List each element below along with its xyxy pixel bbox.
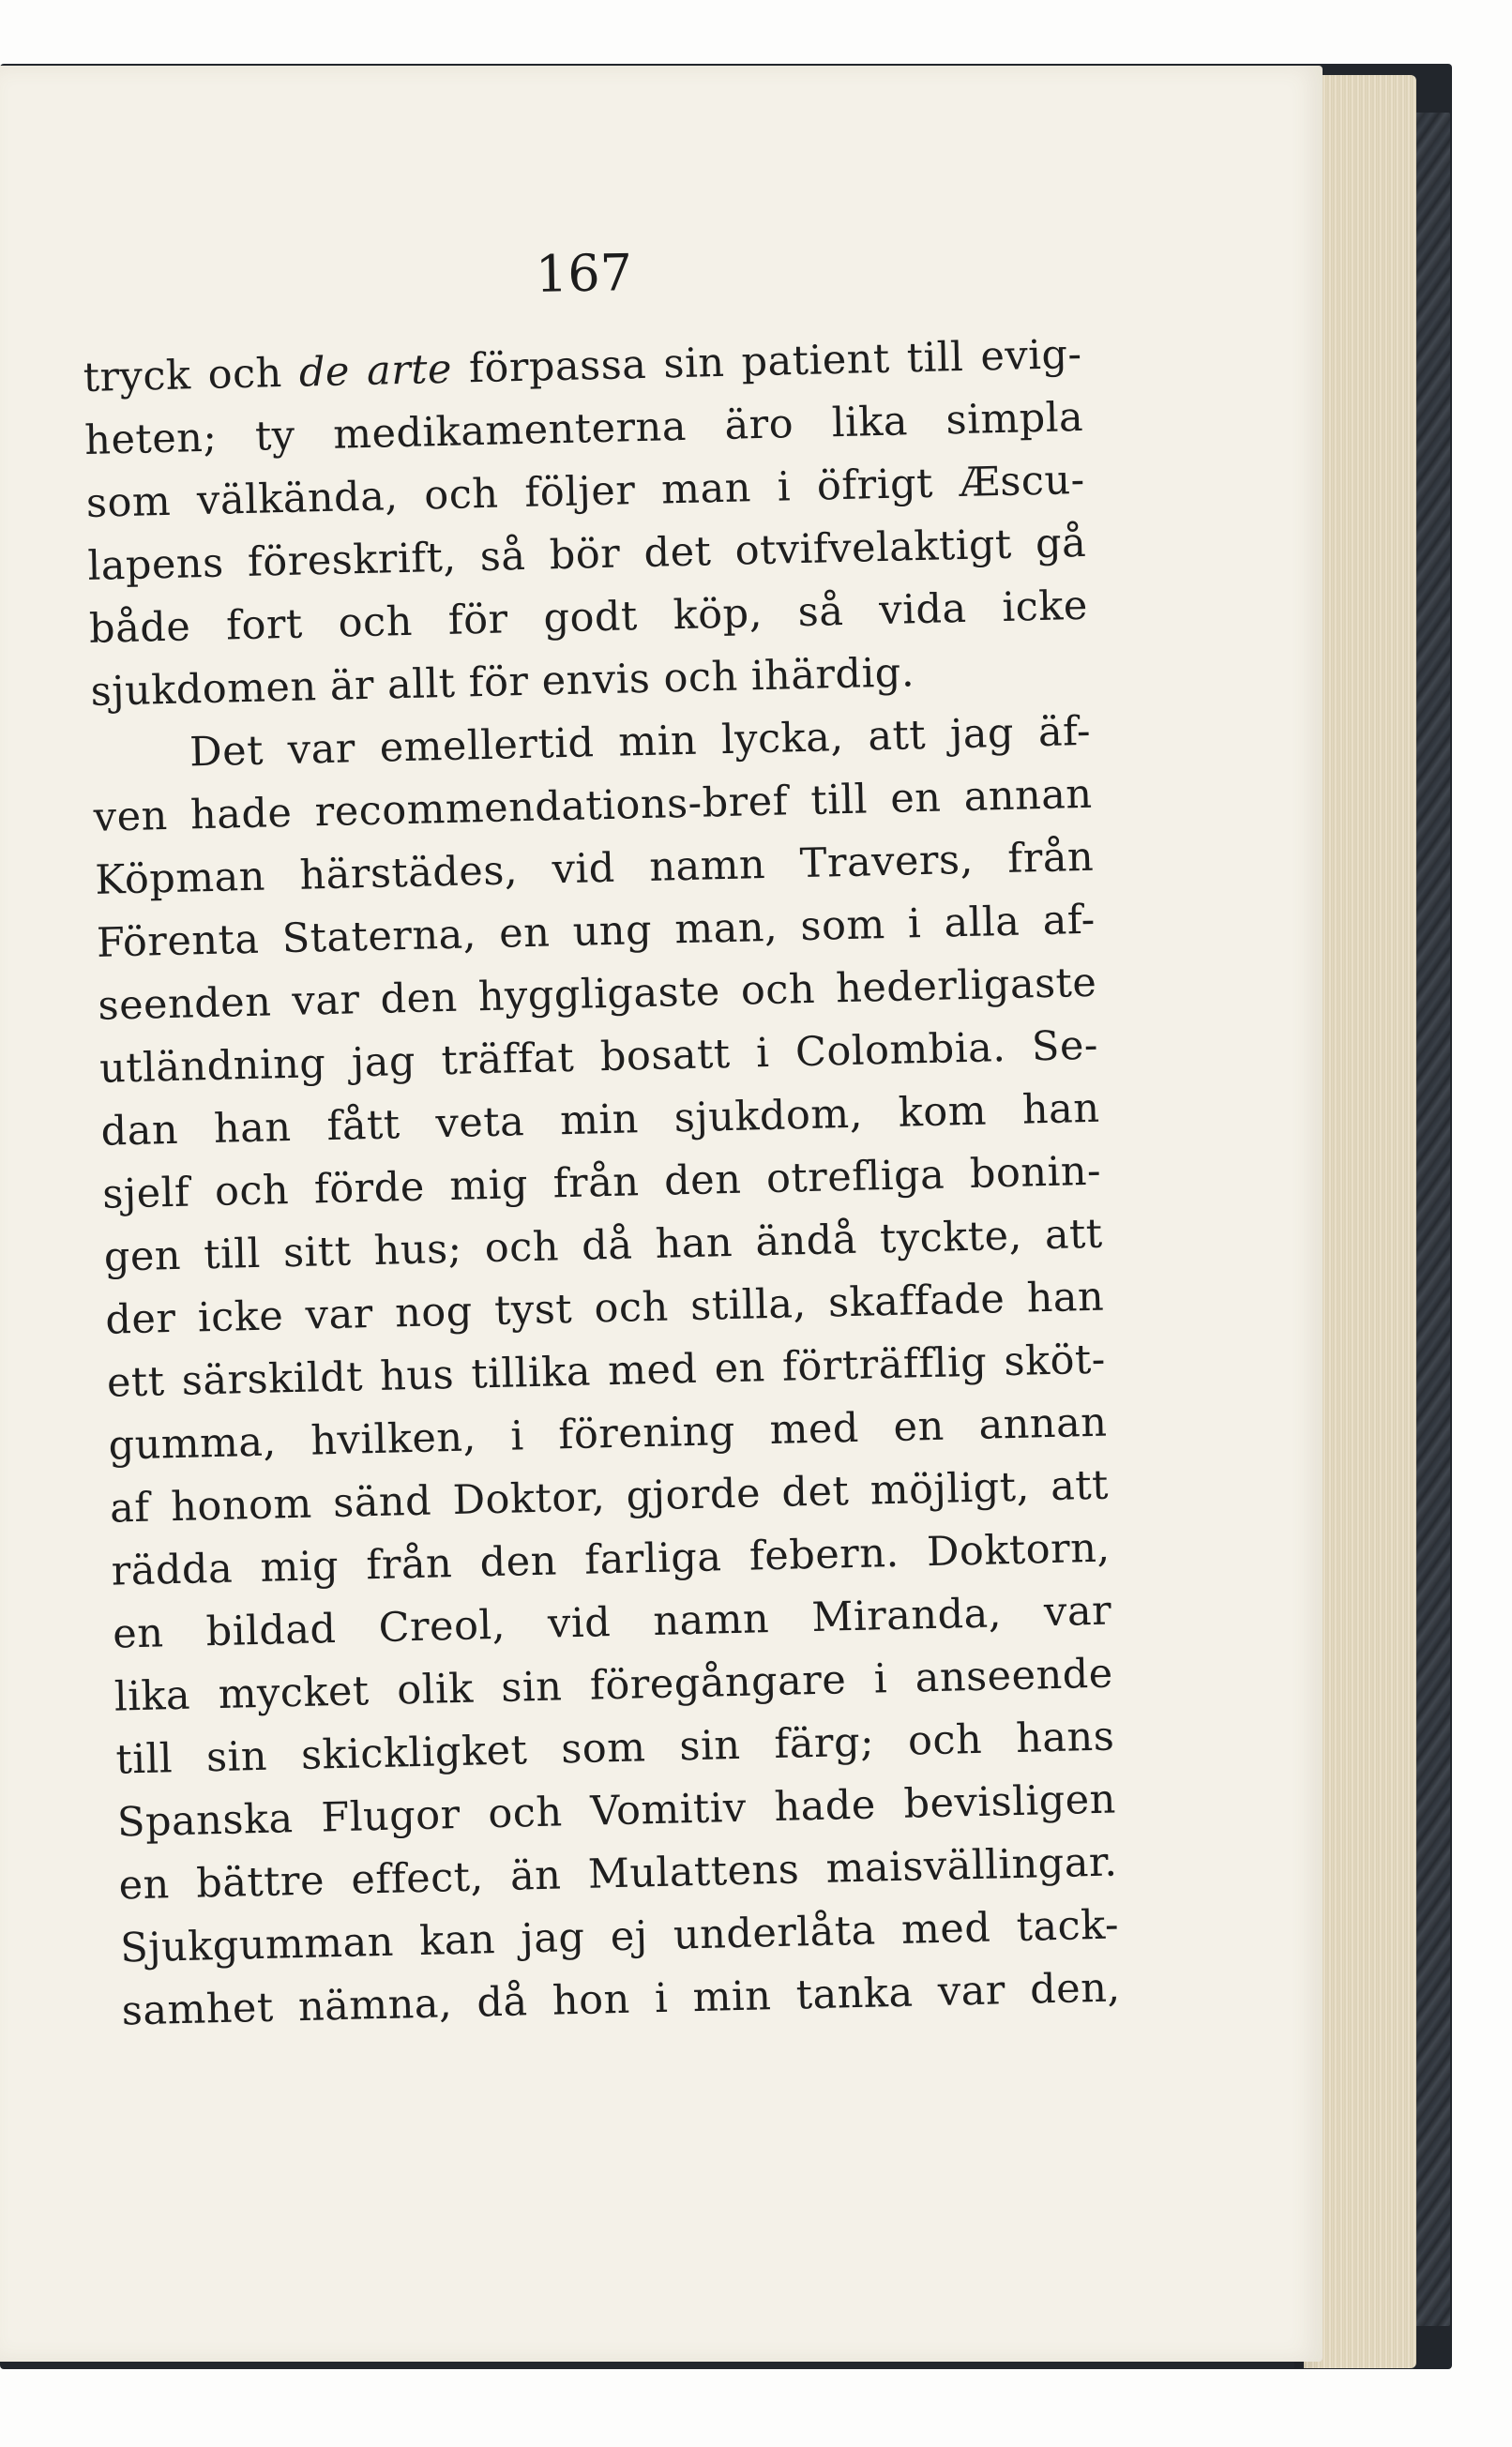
text-line-15: gen till sitt hus; och då han ändå tyckte, att [103,1210,1104,1281]
book-page [0,66,1323,2362]
text-line-26: Sjukgumman kan jag ej underlåta med tack- [119,1901,1120,1972]
text-line-14: sjelf och förde mig från den otrefliga bonin- [101,1147,1102,1218]
text-line-6: sjukdomen är allt för envis och ihärdig. [90,649,915,716]
text-line-18: gumma, hvilken, i förening med en annan [108,1398,1108,1470]
text-line-24: Spanska Flugor och Vomitiv hade bevisligen [116,1775,1117,1847]
text-line-20: rädda mig från den farliga febern. Doktorn, [111,1524,1111,1595]
text-line-16: der icke var nog tyst och stilla, skaffade han [104,1273,1105,1344]
text-line-23: till sin skickligket som sin färg; och hans [114,1713,1115,1784]
text-line-2: heten; ty medikamenterna äro lika simpla [83,393,1084,464]
body-text [83,324,1121,2044]
italic-phrase: de arte [298,345,453,397]
text-line-27: samhet nämna, då hon i min tanka var den, [121,1964,1122,2035]
text-line-17: ett särskildt hus tillika med en förträfflig sköt- [106,1336,1107,1407]
text-line-4: lapens föreskrift, så bör det otvifvelaktigt gå [86,519,1087,590]
text-line-9: Köpman härstädes, vid namn Travers, från [94,833,1095,904]
text-line-10: Förenta Staterna, en ung man, som i alla af- [96,896,1096,967]
text-line-13: dan han fått veta min sjukdom, kom han [100,1084,1101,1156]
text-line-5: både fort och för godt köp, så vida icke [88,582,1089,653]
text-line-11: seenden var den hyggligaste och hederligaste [97,959,1097,1030]
page-number: 167 [535,243,633,304]
text-line-25: en bättre effect, än Mulattens maisvällingar. [118,1838,1118,1910]
text-line-22: lika mycket olik sin föregångare i anseende [113,1650,1114,1721]
text-line-21: en bildad Creol, vid namn Miranda, var [112,1587,1112,1658]
text-line-3: som välkända, och följer man i öfrigt Æscu- [85,456,1086,527]
text-line-12: utländning jag träffat bosatt i Colombia. Se- [98,1021,1099,1093]
text-line-7: Det var emellertid min lycka, att jag äf- [189,707,1092,777]
text-line-8: ven hade recommendations-bref till en annan [93,770,1094,841]
text-line-19: af honom sänd Doktor, gjorde det möjligt, att [109,1461,1110,1533]
text-line-1: tryck och de arte förpassa sin patient till evig- [83,330,1083,401]
